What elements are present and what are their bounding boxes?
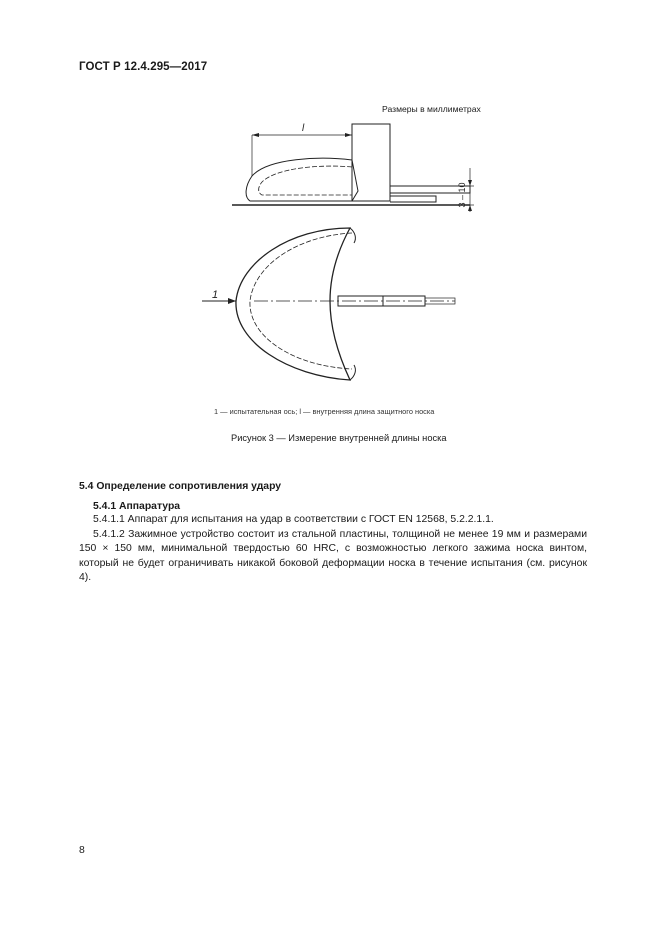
toecap-side-outline bbox=[246, 158, 358, 201]
paragraph-5-4-1-2: 5.4.1.2 Зажимное устройство состоит из стальной пластины, толщиной не менее 19 мм и размерами 150 × 150 мм, минимальной твердостью 60 HRC, с возможностью легкого зажима носка винтом, который не будет ограничивать никакой боковой деформации носка в течение испытания (см. рисунок 4). bbox=[79, 528, 587, 584]
toecap-top-outline bbox=[236, 228, 350, 380]
page-number: 8 bbox=[79, 845, 85, 856]
section-title: 5.4 Определение сопротивления удару bbox=[79, 481, 282, 492]
document-header: ГОСТ Р 12.4.295—2017 bbox=[79, 61, 208, 73]
paragraph-5-4-1-1: 5.4.1.1 Аппарат для испытания на удар в соответствии с ГОСТ EN 12568, 5.2.2.1.1. bbox=[93, 514, 494, 525]
label-l: l bbox=[302, 123, 305, 134]
callout-1: 1 bbox=[212, 289, 219, 301]
subsection-title: 5.4.1 Аппаратура bbox=[93, 501, 181, 512]
section-body bbox=[79, 513, 587, 586]
dim-label-3-10: 3 – 10 bbox=[457, 182, 467, 208]
figure-legend: 1 — испытательная ось; l — внутренняя длина защитного носка bbox=[214, 407, 435, 416]
figure-caption: Рисунок 3 — Измерение внутренней длины носка bbox=[231, 433, 447, 443]
units-note: Размеры в миллиметрах bbox=[382, 104, 481, 114]
